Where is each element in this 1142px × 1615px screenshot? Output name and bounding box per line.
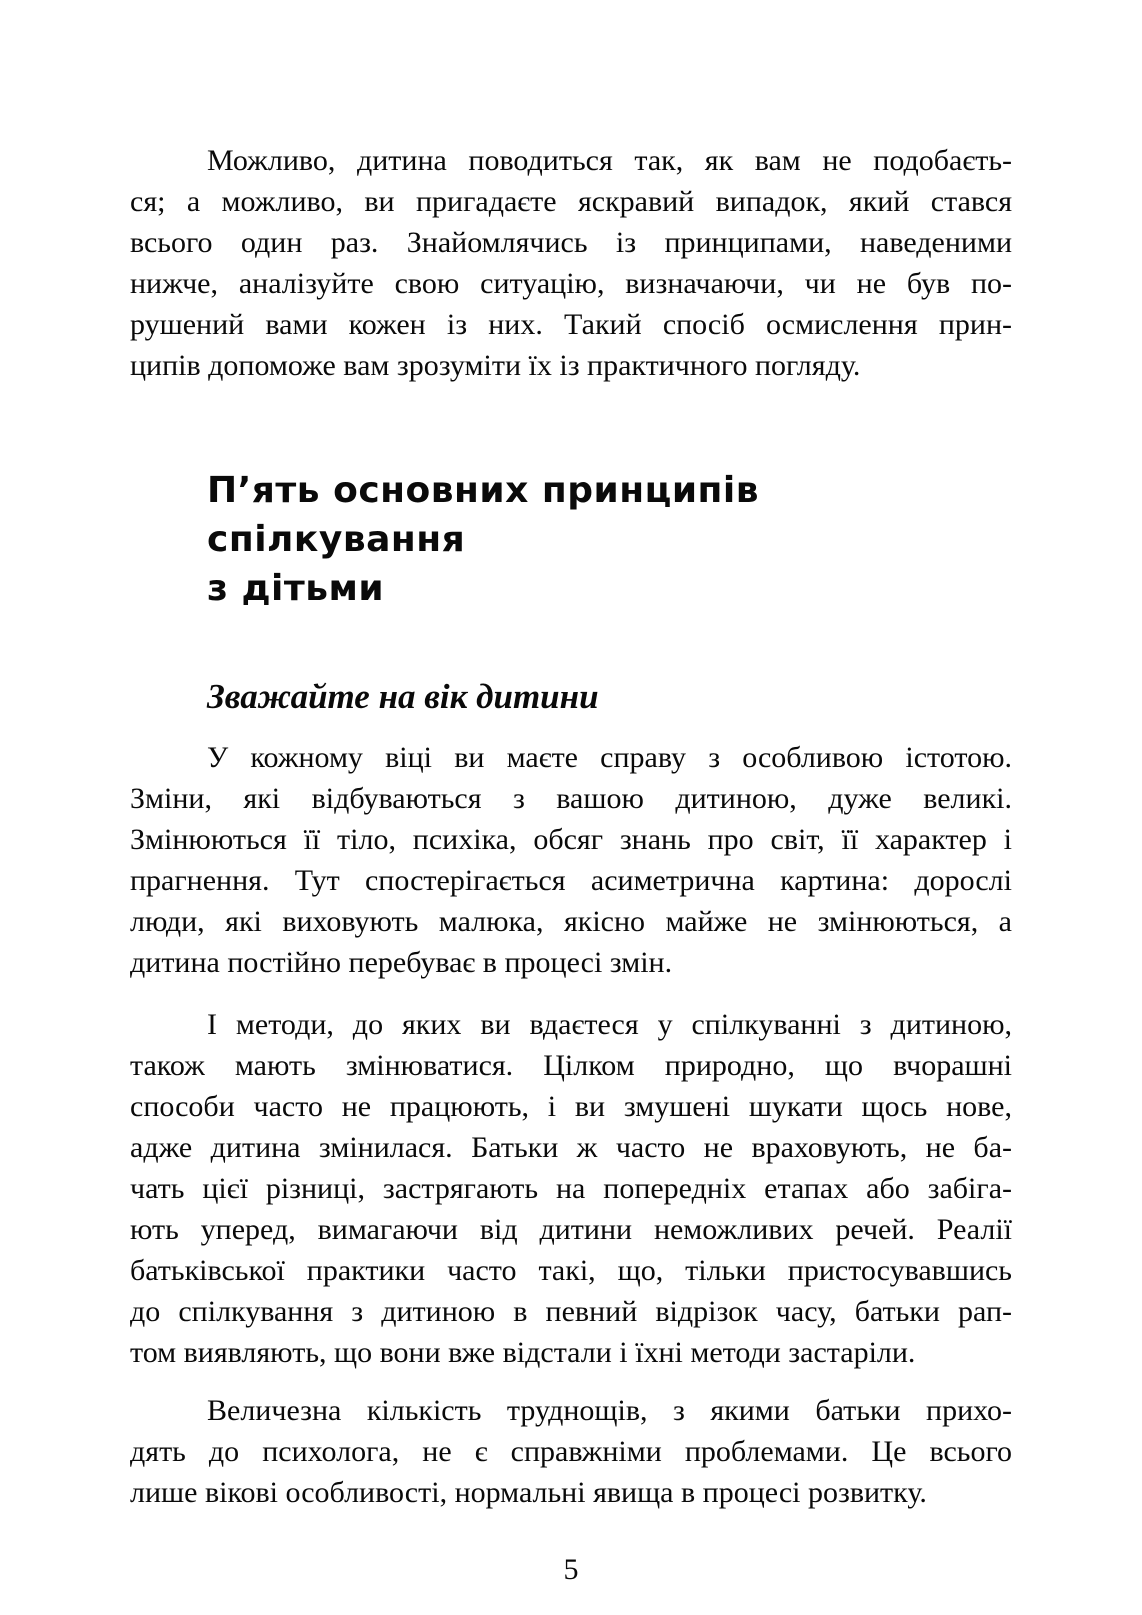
text-line: П’ять основних принципів спілкування <box>207 470 760 560</box>
text-line: дять до психолога, не є справжніми проблемами. Це всього <box>130 1435 1012 1468</box>
text-line: том виявляють, що вони вже відстали і їхні методи застаріли. <box>130 1336 916 1369</box>
text-line: всього один раз. Знайомлячись із принципами, наведеними <box>130 226 1012 259</box>
text-line: Можливо, дитина поводиться так, як вам не подобаєть- <box>207 144 1012 177</box>
text-line: рушений вами кожен із них. Такий спосіб осмислення прин- <box>130 308 1012 341</box>
text-line: люди, які виховують малюка, якісно майже не змінюються, а <box>130 905 1012 938</box>
subsection-heading: Зважайте на вік дитини <box>207 677 599 716</box>
text-line: ють уперед, вимагаючи від дитини неможливих речей. Реалії <box>130 1213 1012 1246</box>
text-line: дитина постійно перебуває в процесі змін. <box>130 946 673 979</box>
text-line: нижче, аналізуйте свою ситуацію, визначаючи, чи не був по- <box>130 267 1012 300</box>
text-line: батьківської практики часто такі, що, тільки пристосувавшись <box>130 1254 1012 1287</box>
text-line: до спілкування з дитиною в певний відрізок часу, батьки рап- <box>130 1295 1012 1328</box>
text-line: адже дитина змінилася. Батьки ж часто не враховують, не ба- <box>130 1131 1012 1164</box>
text-line: І методи, до яких ви вдаєтеся у спілкуванні з дитиною, <box>207 1008 1012 1041</box>
text-line: чать цієї різниці, застрягають на попередніх етапах або забіга- <box>130 1172 1012 1205</box>
page-number: 5 <box>563 1553 579 1586</box>
body-paragraph-age-2 <box>130 1004 1012 1373</box>
text-line: ся; а можливо, ви пригадаєте яскравий випадок, який стався <box>130 185 1012 218</box>
text-line: прагнення. Тут спостерігається асиметрична картина: дорослі <box>130 864 1012 897</box>
text-line: також мають змінюватися. Цілком природно, що вчорашні <box>130 1049 1012 1082</box>
text-line: лише вікові особливості, нормальні явища в процесі розвитку. <box>130 1476 927 1509</box>
body-paragraph-age-1 <box>130 737 1012 983</box>
section-heading <box>130 466 1012 613</box>
text-line: способи часто не працюють, і ви змушені шукати щось нове, <box>130 1090 1012 1123</box>
intro-paragraph <box>130 140 1012 386</box>
text-line: Зміни, які відбуваються з вашою дитиною, дуже великі. <box>130 782 1012 815</box>
text-line: ципів допоможе вам зрозуміти їх із практичного погляду. <box>130 349 861 382</box>
text-line: У кожному віці ви маєте справу з особливою істотою. <box>207 741 1012 774</box>
body-paragraph-age-3 <box>130 1390 1012 1513</box>
text-line: Величезна кількість труднощів, з якими батьки прихо- <box>207 1394 1012 1427</box>
text-line: Змінюються її тіло, психіка, обсяг знань про світ, її характер і <box>130 823 1012 856</box>
text-line: з дітьми <box>207 568 385 609</box>
